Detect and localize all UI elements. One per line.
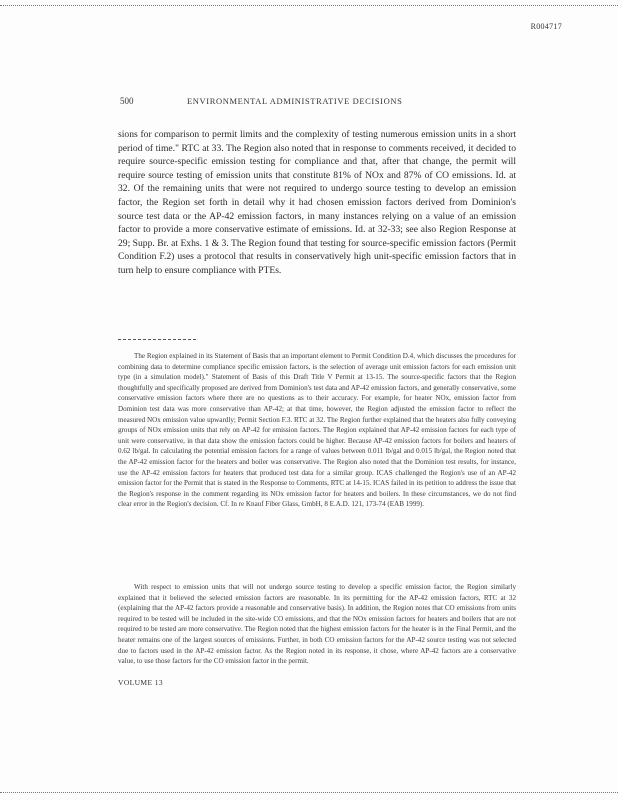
scan-border-bottom <box>0 792 618 794</box>
body-paragraph: sions for comparison to permit limits and the complexity of testing numerous emission units in a short period of time." RTC at 33. The Region also noted that in response to comments received, it decided to require source-specific emission testing for compliance and that, after that change, the permit will require source testing of emission units that constitute 81% of NOx and 87% of CO emissions. Id. at 32. Of the remaining units that were not required to undergo source testing to develop an emission factor, the Region set forth in detail why it had chosen emission factors derived from Dominion's source test data or the AP-42 emission factors, in many instances relying on a value of an emission factor to provide a more conservative estimate of emissions. Id. at 32-33; see also Region Response at 29; Supp. Br. at Exhs. 1 & 3. The Region found that testing for source-specific emission factors (Permit Condition F.2) uses a protocol that results in conservatively high unit-specific emission factors that in turn help to ensure compliance with PTEs. <box>118 129 516 276</box>
footnote-text: The Region explained in its Statement of Basis that an important element to Permit Condition D.4, which discusses the procedures for combining data to determine compliance specific emission factors, is the selection of average unit emission factors for each emission unit type (in a simulation model)." Statement of Basis of this Draft Title V Permit at 13-15. The source-specific factors that the Region thoughtfully and specifically proposed are derived from Dominion's test data and AP-42 emission factors, and generally conservative, some conservative emission factors where there are no questions as to their accuracy. For example, for heater NOx, emission factor from Dominion test data was more conservative than AP-42; at that time, however, the Region adjusted the emission factor to reflect the measured NOx emission value upwardly; Permit Section F.3. RTC at 32. The Region further explained that the heaters also fully conveying groups of NOx emission units that rely on AP-42 for emission factors. The Region explained that AP-42 emission factors for each type of unit were conservative, in that data show the emission factors could be higher. Because AP-42 emission factors for boilers and heaters of 0.62 lb/gal. In calculating the potential emission factors for a range of values between 0.011 lb/gal and 0.015 lb/gal, the Region noted that the AP-42 emission factor for the heaters and boiler was conservative. The Region also noted that the Dominion test results, for instance, use the AP-42 emission factors for heaters that produced test data for a similar group. ICAS challenged the Region's use of an AP-42 emission factor for the Permit that is stated in the Response to Comments, RTC at 14-15. ICAS failed in its petition to address the issue that the Region's response in the comment regarding its NOx emission factor for heaters and boilers. In these circumstances, we do not find clear error in the Region's decision. Cf. In re Knauf Fiber Glass, GmbH, 8 E.A.D. 121, 173-74 (EAB 1999). <box>118 352 516 509</box>
footnote-text: With respect to emission units that will not undergo source testing to develop a specific emission factor, the Region similarly explained that it believed the selected emission factors are reasonable. In its permitting for the AP-42 emission factors, RTC at 32 (explaining that the AP-42 factors provide a reasonable and conservative basis). In addition, the Region notes that CO emissions from units required to be tested will be included in the site-wide CO emissions, and that the NOx emission factors for heaters and boilers that are not required to be tested are more conservative. The Region noted that the highest emission factors for the heater is in the Final Permit, and the heater remains one of the largest sources of emissions. Further, in both CO emission factors for the AP-42 source testing was not selected due to factors used in the AP-42 emission factor. As the Region noted in its response, it chose, where AP-42 factors are a conservative value, to use those factors for the CO emission factor in the permit. <box>118 583 516 666</box>
footnote-2 <box>118 582 516 667</box>
document-id: VOLUME 13 <box>118 678 164 687</box>
page-number: 500 <box>120 96 134 106</box>
footnote-separator <box>118 339 196 340</box>
body-text <box>118 128 516 278</box>
running-head: ENVIRONMENTAL ADMINISTRATIVE DECISIONS <box>187 96 403 106</box>
footnote-1 <box>118 351 516 510</box>
scan-border-top <box>0 5 618 7</box>
bates-number: R004717 <box>530 22 562 31</box>
